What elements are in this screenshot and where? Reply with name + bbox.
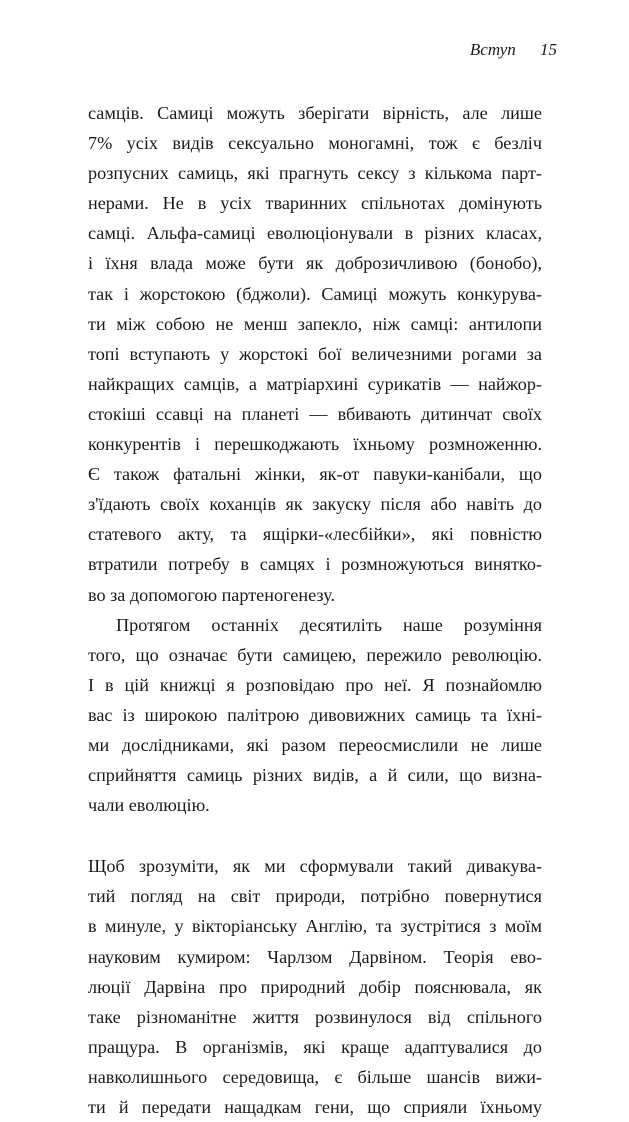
text-line: люції Дарвіна про природний добір пояснювала, як [88, 976, 542, 997]
text-line: навколишнього середовища, є більше шансів вижи- [88, 1066, 542, 1087]
text-line: пращура. В організмів, які краще адаптувалися до [88, 1036, 542, 1057]
text-line: тий погляд на світ природи, потрібно повернутися [88, 886, 542, 907]
text-line: Є також фатальні жінки, як-от павуки-канібали, що [88, 464, 542, 485]
text-line: самці. Альфа-самиці еволюціонували в різних класах, [88, 223, 542, 244]
text-line: розпусних самиць, які прагнуть сексу з кількома парт- [88, 163, 542, 184]
text-line: вас із широкою палітрою дивовижних самиць та їхні- [88, 704, 542, 725]
text-line: сприйняття самиць різних видів, а й сили, що визна- [88, 765, 542, 786]
section-title: Вступ [469, 40, 516, 59]
text-line: втратили потребу в самцях і розмножуються винятко- [88, 554, 542, 575]
paragraph-1 [88, 98, 542, 610]
text-line: таке різноманітне життя розвинулося від спільного [88, 1006, 542, 1027]
text-line: ти між собою не менш запекло, ніж самці: антилопи [88, 313, 542, 334]
text-line: науковим кумиром: Чарлзом Дарвіном. Теорія ево- [88, 946, 542, 967]
text-line: в минуле, у вікторіанську Англію, та зустрітися з моїм [88, 916, 542, 937]
paragraph-3 [88, 851, 542, 1122]
text-line: найкращих самців, а матріархині сурикатів — найжор- [88, 373, 542, 394]
text-line: ми дослідниками, які разом переосмислили не лише [88, 734, 542, 755]
text-line: ти й передати нащадкам гени, що сприяли їхньому [88, 1097, 542, 1117]
text-line: з'їдають своїх коханців як закуску після або навіть до [88, 494, 542, 515]
text-line: 7% усіх видів сексуально моногамні, тож є безліч [88, 133, 542, 154]
text-line: і їхня влада може бути як доброзичливою (бонобо), [88, 253, 542, 274]
text-line: во за допомогою партеногенезу. [88, 584, 336, 605]
text-line: конкурентів і перешкоджають їхньому розмноженню. [88, 434, 542, 455]
text-line: стокіші ссавці на планеті — вбивають дитинчат своїх [88, 403, 542, 424]
text-line: Протягом останніх десятиліть наше розуміння [116, 614, 542, 635]
running-head [470, 40, 557, 60]
text-line: того, що означає бути самицею, пережило революцію. [88, 644, 542, 665]
body-text [88, 98, 542, 1122]
text-line: чали еволюцію. [88, 795, 210, 816]
text-line: статевого акту, та ящірки-«лесбійки», які повністю [88, 524, 542, 545]
text-line: нерами. Не в усіх тваринних спільнотах домінують [88, 193, 542, 214]
text-line: Щоб зрозуміти, як ми сформували такий дивакува- [88, 856, 542, 877]
section-break [88, 820, 542, 851]
text-line: І в цій книжці я розповідаю про неї. Я познайомлю [88, 674, 542, 695]
paragraph-2 [88, 610, 542, 821]
text-line: топі вступають у жорстокі бої величезними рогами за [88, 343, 542, 364]
text-line: самців. Самиці можуть зберігати вірність, але лише [88, 103, 542, 123]
text-line: так і жорстокою (бджоли). Самиці можуть конкурува- [88, 283, 542, 304]
page-number: 15 [540, 40, 557, 59]
